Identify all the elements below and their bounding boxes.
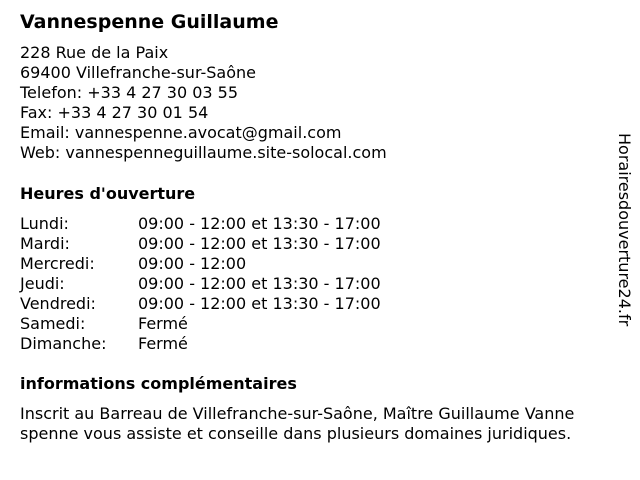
time-value: 09:00 - 12:00 et 13:30 - 17:00 (138, 294, 381, 313)
time-value: Fermé (138, 314, 188, 333)
time-value: Fermé (138, 334, 188, 353)
day-label: Lundi: (20, 214, 69, 233)
additional-info-heading: informations complémentaires (20, 374, 297, 393)
time-value: 09:00 - 12:00 et 13:30 - 17:00 (138, 214, 381, 233)
hours-row-thursday (20, 274, 440, 294)
opening-hours-heading: Heures d'ouverture (20, 184, 196, 203)
day-label: Mardi: (20, 234, 70, 253)
site-watermark: Horairesdouverture24.fr (615, 133, 634, 327)
info-line: spenne vous assiste et conseille dans plusieurs domaines juridiques. (20, 424, 572, 443)
day-label: Dimanche: (20, 334, 107, 353)
phone-line: Telefon: +33 4 27 30 03 55 (20, 83, 239, 102)
hours-row-wednesday (20, 254, 440, 274)
hours-row-sunday (20, 334, 440, 354)
address-street: 228 Rue de la Paix (20, 43, 169, 62)
info-line: Inscrit au Barreau de Villefranche-sur-Saône, Maître Guillaume Vanne (20, 404, 575, 423)
hours-row-tuesday (20, 234, 440, 254)
address-city: 69400 Villefranche-sur-Saône (20, 63, 257, 82)
email-line: Email: vannespenne.avocat@gmail.com (20, 123, 342, 142)
time-value: 09:00 - 12:00 et 13:30 - 17:00 (138, 274, 381, 293)
hours-row-monday (20, 214, 440, 234)
opening-hours-list (20, 214, 440, 354)
fax-line: Fax: +33 4 27 30 01 54 (20, 103, 209, 122)
contact-block (20, 43, 387, 163)
web-line: Web: vannespenneguillaume.site-solocal.com (20, 143, 387, 162)
business-name: Vannespenne Guillaume (20, 11, 279, 33)
day-label: Mercredi: (20, 254, 95, 273)
hours-row-saturday (20, 314, 440, 334)
day-label: Jeudi: (20, 274, 65, 293)
additional-info-text (20, 404, 630, 444)
time-value: 09:00 - 12:00 et 13:30 - 17:00 (138, 234, 381, 253)
day-label: Vendredi: (20, 294, 96, 313)
day-label: Samedi: (20, 314, 86, 333)
time-value: 09:00 - 12:00 (138, 254, 247, 273)
hours-row-friday (20, 294, 440, 314)
